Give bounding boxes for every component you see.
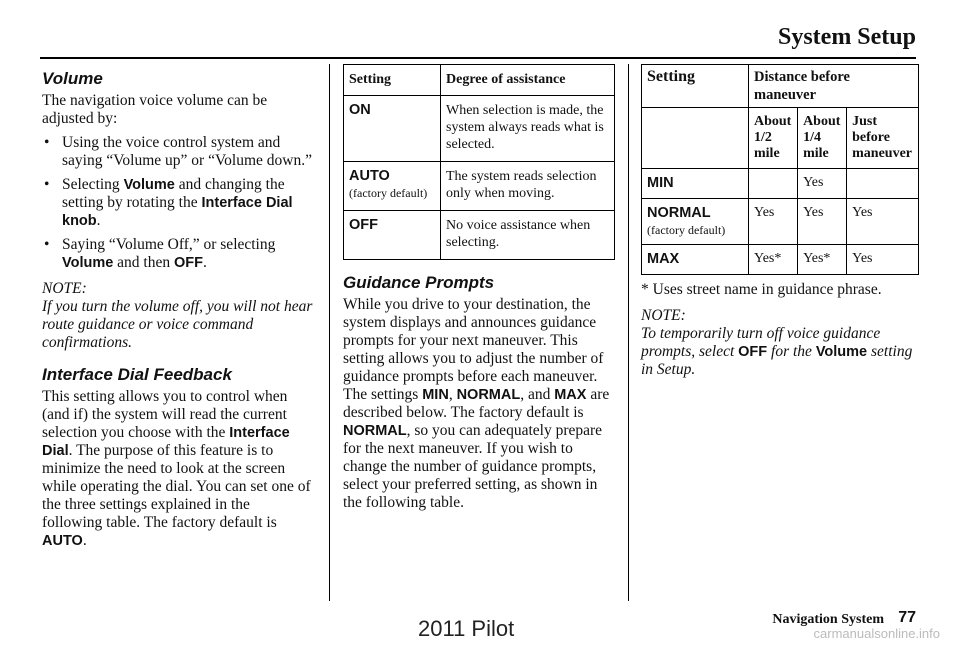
bullet-3-text-b: and then xyxy=(113,254,174,271)
setting-name: NORMAL xyxy=(647,205,711,221)
bullet-2-text-b: and changing the setting by rotating the xyxy=(62,176,285,211)
value-cell: Yes xyxy=(798,169,847,199)
page-number: 77 xyxy=(898,609,916,626)
volume-bullet-list xyxy=(42,134,314,272)
header-degree: Degree of assistance xyxy=(441,65,615,96)
bullet-3-text-c: . xyxy=(203,254,207,271)
footnote: * Uses street name in guidance phrase. xyxy=(641,281,882,298)
value-cell: Yes* xyxy=(749,245,798,275)
setting-cell xyxy=(642,199,749,245)
guidance-text-e: , so you can adequately prepare for the next maneuver. If you wish to change the number of guidance prompts, select your preferred setting, as shown in the following table. xyxy=(343,422,603,511)
column-1 xyxy=(42,64,314,556)
factory-default-note: (factory default) xyxy=(349,186,428,200)
guidance-text-b: , xyxy=(448,386,457,403)
column-3 xyxy=(641,64,919,379)
sub-half-mile: About 1/2 mile xyxy=(749,108,798,169)
feedback-text-b: . The purpose of this feature is to minimize the need to look at the screen while operating the dial. You can set one of the three settings explained in the following table. The factory default is xyxy=(42,442,311,531)
keyword-auto: AUTO xyxy=(42,533,83,549)
sub-quarter-mile: About 1/4 mile xyxy=(798,108,847,169)
volume-bullet-2 xyxy=(42,176,314,230)
bullet-icon: • xyxy=(44,176,50,193)
header-setting: Setting xyxy=(642,65,749,108)
header-distance: Distance before maneuver xyxy=(749,65,919,108)
value-cell: Yes xyxy=(847,199,919,245)
column-divider-2 xyxy=(628,64,629,601)
header-setting: Setting xyxy=(344,65,441,96)
setting-name: OFF xyxy=(349,217,378,233)
keyword-off: OFF xyxy=(738,344,768,360)
bullet-icon: • xyxy=(44,134,50,151)
volume-note-text: If you turn the volume off, you will not hear route guidance or voice command confirmations. xyxy=(42,298,313,351)
table-subheader-row xyxy=(642,108,919,169)
bullet-icon: • xyxy=(44,236,50,253)
value-cell: Yes xyxy=(798,199,847,245)
guidance-text-c: , and xyxy=(520,386,555,403)
bullet-3-text-a: Saying “Volume Off,” or selecting xyxy=(62,236,276,253)
keyword-interface-dial-knob: Interface Dial knob xyxy=(62,195,293,229)
table-header-row xyxy=(344,65,615,96)
setting-cell xyxy=(642,245,749,275)
note-text-a: To temporarily turn off voice guidance prompts, select xyxy=(641,325,881,360)
sub-just-before: Just before maneuver xyxy=(847,108,919,169)
guidance-note-label: NOTE: xyxy=(641,307,686,324)
table-row xyxy=(344,96,615,162)
note-text-b: for the xyxy=(767,343,816,360)
keyword-volume: Volume xyxy=(62,255,114,271)
keyword-normal: NORMAL xyxy=(456,387,521,403)
setting-name: AUTO xyxy=(349,168,390,184)
keyword-volume: Volume xyxy=(123,177,175,193)
distance-table xyxy=(641,64,919,275)
volume-note-label: NOTE: xyxy=(42,280,87,297)
keyword-off: OFF xyxy=(174,255,203,271)
guidance-paragraph xyxy=(343,296,615,512)
factory-default-note: (factory default) xyxy=(647,223,726,237)
setting-cell xyxy=(344,162,441,211)
bullet-1-text: Using the voice control system and saying “Volume up” or “Volume down.” xyxy=(62,134,312,169)
feedback-text-a: This setting allows you to control when (and if) the system will read the current selection you choose with the xyxy=(42,388,288,441)
setting-name: MAX xyxy=(647,251,680,267)
column-divider-1 xyxy=(329,64,330,601)
feedback-text-c: . xyxy=(82,532,87,549)
desc-cell: No voice assistance when selecting. xyxy=(441,211,615,260)
desc-cell: The system reads selection only when moving. xyxy=(441,162,615,211)
table-row xyxy=(642,245,919,275)
page-title: System Setup xyxy=(777,24,916,50)
guidance-text-d: are described below. The factory default is xyxy=(343,386,610,421)
empty-cell xyxy=(642,108,749,169)
volume-bullet-3 xyxy=(42,236,314,272)
keyword-max: MAX xyxy=(554,387,587,403)
bullet-2-text-a: Selecting xyxy=(62,176,124,193)
setting-cell xyxy=(642,169,749,199)
note-text-c: setting in Setup. xyxy=(641,343,913,378)
desc-cell: When selection is made, the system always reads what is selected. xyxy=(441,96,615,162)
setting-name: ON xyxy=(349,102,371,118)
setting-cell xyxy=(344,96,441,162)
column-2 xyxy=(343,64,615,518)
value-cell: Yes xyxy=(749,199,798,245)
table-row xyxy=(344,162,615,211)
watermark-site: carmanualsonline.info xyxy=(813,626,940,641)
keyword-interface-dial: Interface Dial xyxy=(42,425,290,459)
volume-heading: Volume xyxy=(42,69,103,88)
volume-intro: The navigation voice volume can be adjusted by: xyxy=(42,92,268,127)
guidance-heading: Guidance Prompts xyxy=(343,273,495,292)
keyword-normal: NORMAL xyxy=(343,423,407,439)
assistance-table xyxy=(343,64,615,260)
footer-nav-label: Navigation System xyxy=(772,612,884,627)
setting-cell xyxy=(344,211,441,260)
guidance-text-a: While you drive to your destination, the system displays and announces guidance prompts for your next maneuver. This setting allows you to adjust the number of guidance prompts before each maneuver. The settings xyxy=(343,296,604,403)
table-header-row xyxy=(642,65,919,108)
setting-name: MIN xyxy=(647,175,674,191)
keyword-volume: Volume xyxy=(815,344,868,360)
feedback-paragraph xyxy=(42,388,314,550)
bullet-2-text-c: . xyxy=(96,212,101,229)
volume-bullet-1 xyxy=(42,134,314,170)
value-cell: Yes* xyxy=(798,245,847,275)
value-cell xyxy=(847,169,919,199)
watermark-model: 2011 Pilot xyxy=(418,616,515,641)
value-cell: Yes xyxy=(847,245,919,275)
value-cell xyxy=(749,169,798,199)
table-row xyxy=(344,211,615,260)
table-row xyxy=(642,169,919,199)
header-rule xyxy=(40,57,916,59)
guidance-note-text xyxy=(641,325,919,379)
table-row xyxy=(642,199,919,245)
feedback-heading: Interface Dial Feedback xyxy=(42,365,232,384)
keyword-min: MIN xyxy=(422,387,449,403)
